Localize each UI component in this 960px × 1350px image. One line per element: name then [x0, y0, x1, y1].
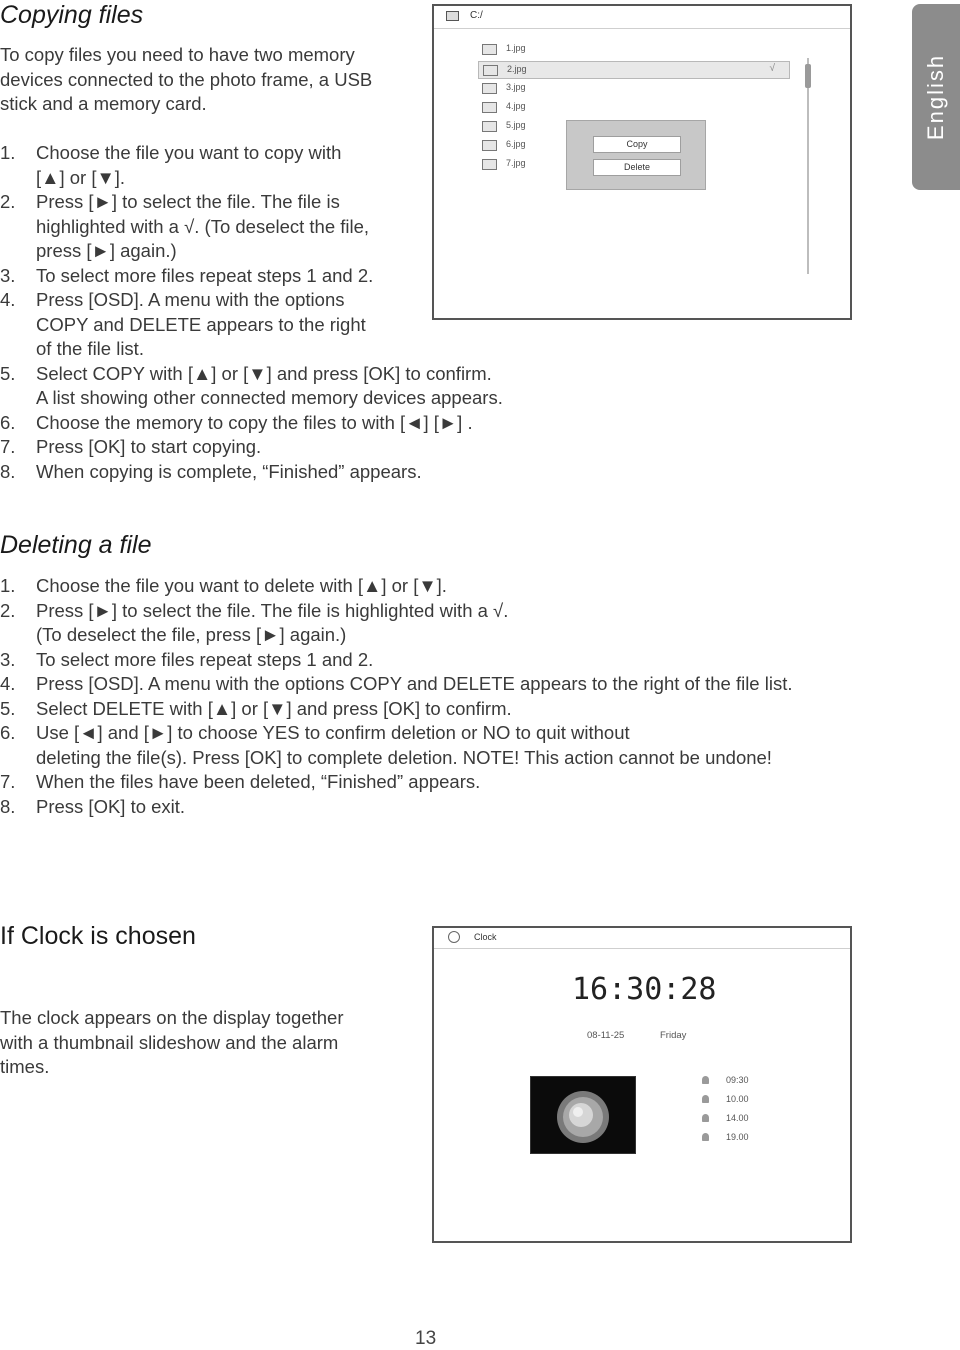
path-label: C:/	[470, 10, 483, 21]
copy-step	[0, 362, 560, 411]
file-name: 5.jpg	[506, 120, 526, 130]
step-text: To select more files repeat steps 1 and 2.	[36, 648, 374, 670]
file-name: 6.jpg	[506, 139, 526, 149]
scrollbar[interactable]	[807, 58, 809, 274]
clock-section-title: If Clock is chosen	[0, 922, 196, 950]
step-text: Select DELETE with [▲] or [▼] and press [OK] to confirm.	[36, 697, 512, 719]
step-number: 1.	[0, 575, 16, 596]
copy-step	[0, 411, 560, 436]
step-number: 1.	[0, 142, 16, 163]
file-name: 4.jpg	[506, 101, 526, 111]
alarm-bell-icon	[702, 1133, 709, 1141]
clock-section-body: The clock appears on the display together with a thumbnail slideshow and the alarm times.	[0, 1007, 344, 1077]
step-number: 4.	[0, 289, 16, 310]
step-text: Choose the file you want to delete with [▲] or [▼].	[36, 575, 447, 596]
step-text: COPY and DELETE appears to the right	[36, 313, 366, 335]
clock-time: 16:30:28	[572, 972, 717, 1007]
screen-title-bar	[434, 928, 850, 949]
file-name: 2.jpg	[507, 64, 527, 74]
step-text: A list showing other connected memory devices appears.	[36, 387, 503, 408]
image-file-icon	[482, 83, 497, 94]
step-number: 7.	[0, 771, 16, 792]
step-text: of the file list.	[36, 338, 144, 359]
step-text: Choose the file you want to copy with	[36, 142, 342, 163]
clock-weekday: Friday	[660, 1030, 687, 1041]
step-text: press [►] again.)	[36, 240, 177, 261]
delete-button[interactable]: Delete	[593, 159, 681, 176]
slideshow-thumbnail	[530, 1076, 636, 1154]
osd-menu	[566, 120, 706, 190]
copy-step	[0, 460, 560, 485]
screen-title-bar	[434, 6, 850, 29]
alarm-time: 09:30	[726, 1075, 749, 1085]
clock-date: 08-11-25	[587, 1030, 625, 1041]
scrollbar-thumb[interactable]	[805, 64, 811, 88]
step-number: 3.	[0, 648, 16, 670]
language-label: English	[923, 53, 948, 141]
step-text: Press [OK] to exit.	[36, 795, 186, 817]
step-text: Select COPY with [▲] or [▼] and press [OK] to confirm.	[36, 362, 492, 384]
step-text: Press [►] to select the file. The file is	[36, 191, 340, 212]
alarm-bell-icon	[702, 1076, 709, 1084]
page-number: 13	[415, 1328, 437, 1349]
step-text: Press [OK] to start copying.	[36, 436, 262, 457]
step-text: highlighted with a √. (To deselect the file,	[36, 215, 370, 237]
copy-section-title: Copying files	[0, 1, 144, 29]
step-number: 7.	[0, 436, 16, 457]
language-tab	[912, 4, 960, 190]
alarm-time: 10.00	[726, 1094, 749, 1104]
step-number: 2.	[0, 191, 16, 212]
image-file-icon	[482, 159, 497, 170]
delete-step	[0, 672, 900, 697]
delete-step	[0, 770, 900, 795]
delete-step	[0, 721, 900, 770]
image-file-icon	[483, 65, 498, 76]
image-file-icon	[482, 44, 497, 55]
step-text: Press [OSD]. A menu with the options COPY and DELETE appears to the right of the file list.	[36, 673, 793, 694]
step-text: [▲] or [▼].	[36, 166, 126, 188]
delete-step	[0, 795, 900, 820]
step-text: When copying is complete, “Finished” appears.	[36, 460, 422, 482]
clock-screen	[432, 926, 852, 1243]
image-file-icon	[482, 102, 497, 113]
step-text: (To deselect the file, press [►] again.)	[36, 624, 347, 645]
alarm-list	[702, 1074, 802, 1154]
file-browser-screen	[432, 4, 852, 320]
delete-step	[0, 599, 900, 648]
alarm-bell-icon	[702, 1095, 709, 1103]
step-text: deleting the file(s). Press [OK] to complete deletion. NOTE! This action cannot be undone!	[36, 746, 772, 768]
delete-section-title: Deleting a file	[0, 531, 152, 559]
step-number: 5.	[0, 697, 16, 719]
step-number: 8.	[0, 460, 16, 482]
folder-icon	[446, 11, 459, 21]
alarm-time: 14.00	[726, 1113, 749, 1123]
file-name: 7.jpg	[506, 158, 526, 168]
clock-screen-title: Clock	[474, 932, 497, 942]
copy-intro: To copy files you need to have two memory devices connected to the photo frame, a USB stick and a memory card.	[0, 44, 373, 114]
image-file-icon	[482, 140, 497, 151]
copy-button[interactable]: Copy	[593, 136, 681, 153]
step-number: 5.	[0, 362, 16, 384]
copy-step	[0, 435, 560, 460]
delete-steps	[0, 574, 900, 819]
step-number: 3.	[0, 264, 16, 286]
step-number: 6.	[0, 722, 16, 743]
alarm-bell-icon	[702, 1114, 709, 1122]
step-text: When the files have been deleted, “Finished” appears.	[36, 771, 481, 792]
step-number: 4.	[0, 673, 16, 694]
step-number: 6.	[0, 411, 16, 433]
clock-icon	[448, 931, 460, 943]
step-text: To select more files repeat steps 1 and 2.	[36, 264, 374, 286]
delete-step	[0, 574, 900, 599]
file-name: 1.jpg	[506, 43, 526, 53]
step-text: Choose the memory to copy the files to with [◄] [►] .	[36, 411, 473, 433]
delete-step	[0, 697, 900, 722]
step-number: 2.	[0, 599, 16, 621]
step-number: 8.	[0, 795, 16, 817]
file-item-selected[interactable]	[478, 61, 790, 79]
flower-photo	[531, 1077, 635, 1153]
check-mark-icon: √	[769, 63, 775, 74]
step-text: Use [◄] and [►] to choose YES to confirm deletion or NO to quit without	[36, 722, 630, 743]
step-text: Press [OSD]. A menu with the options	[36, 289, 345, 310]
image-file-icon	[482, 121, 497, 132]
step-text: Press [►] to select the file. The file is highlighted with a √.	[36, 599, 509, 621]
alarm-time: 19.00	[726, 1132, 749, 1142]
delete-step	[0, 648, 900, 673]
file-name: 3.jpg	[506, 82, 526, 92]
